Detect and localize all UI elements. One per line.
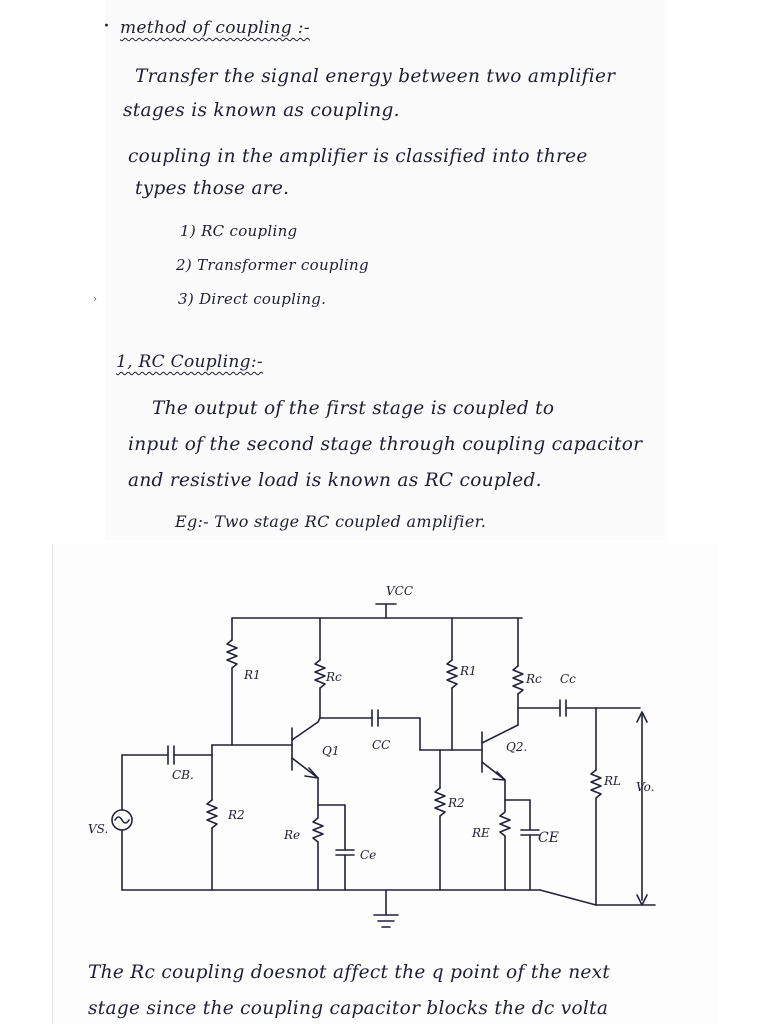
label-ce-second: CE: [538, 830, 559, 846]
label-rl: RL: [604, 774, 622, 788]
para2-line2: types those are.: [135, 178, 290, 199]
para1-line1: Transfer the signal energy between two amplifier: [135, 66, 616, 87]
label-vs: VS.: [88, 822, 109, 836]
bullet-dot: ·: [103, 14, 111, 39]
label-vcc: VCC: [386, 584, 414, 598]
margin-mark: ›: [93, 294, 97, 305]
label-r2-first: R2: [228, 808, 245, 822]
label-vo: Vo.: [636, 780, 655, 794]
footer-line1: The Rc coupling doesnot affect the q point of the next: [88, 962, 611, 983]
label-re-first: Re: [284, 828, 301, 842]
footer-line2: stage since the coupling capacitor blocks the dc volta: [88, 998, 609, 1019]
label-r1-first: R1: [244, 668, 261, 682]
label-q1: Q1: [322, 744, 340, 758]
section-heading-method-of-coupling: method of coupling :-: [120, 18, 310, 38]
label-cc-first: CC: [372, 738, 391, 752]
rc-line3: and resistive load is known as RC coupled.: [128, 470, 542, 491]
label-rc-first: Rc: [326, 670, 342, 684]
coupling-type-2: 2) Transformer coupling: [176, 256, 369, 274]
para2-line1: coupling in the amplifier is classified into three: [128, 146, 588, 167]
example-caption: Eg:- Two stage RC coupled amplifier.: [175, 512, 487, 531]
label-r1-second: R1: [460, 664, 477, 678]
label-r2-second: R2: [448, 796, 465, 810]
coupling-type-3: 3) Direct coupling.: [178, 290, 327, 308]
label-re-second: RE: [472, 826, 490, 840]
label-cc-second: Cc: [560, 672, 576, 686]
rc-line1: The output of the first stage is coupled to: [152, 398, 555, 419]
label-cb: CB.: [172, 768, 194, 782]
rc-line2: input of the second stage through coupling capacitor: [128, 434, 643, 455]
label-rc-second: Rc: [526, 672, 542, 686]
coupling-type-1: 1) RC coupling: [180, 222, 298, 240]
section-heading-rc-coupling: 1, RC Coupling:-: [116, 352, 263, 372]
label-ce-first: Ce: [360, 848, 377, 862]
label-q2: Q2.: [506, 740, 528, 754]
para1-line2: stages is known as coupling.: [123, 100, 400, 121]
